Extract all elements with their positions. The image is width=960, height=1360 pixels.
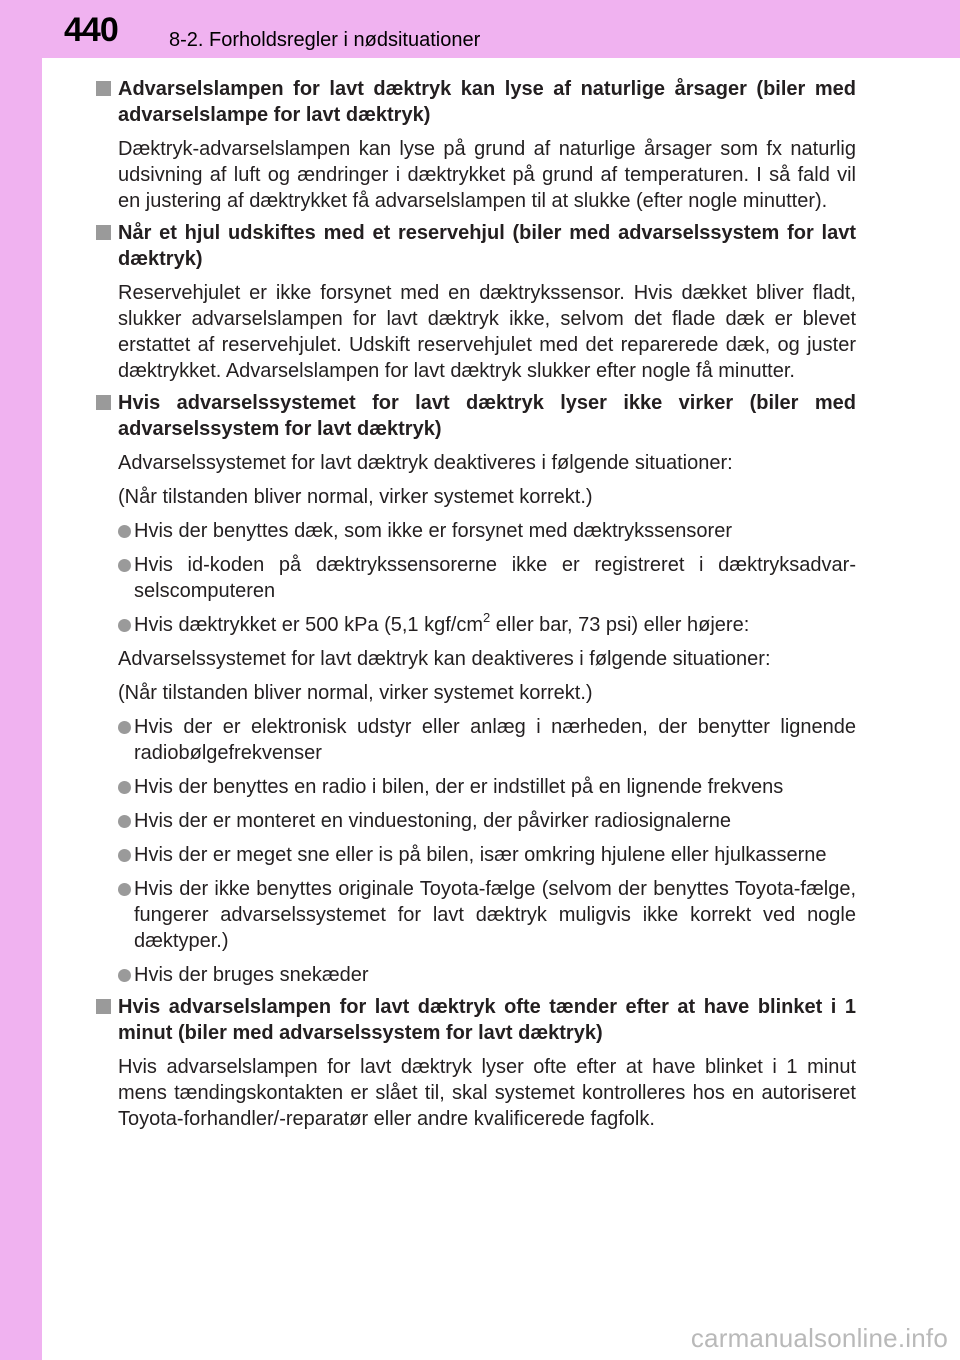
list-item: Hvis dæktrykket er 500 kPa (5,1 kgf/$cm^2$ eller bar, 73 psi) eller højere: xyxy=(96,612,856,638)
square-bullet-icon xyxy=(96,225,111,240)
list-item: Hvis der benyttes dæk, som ikke er forsynet med dæktrykssensorer xyxy=(96,518,856,544)
section-heading: Hvis advarselslampen for lavt dæktryk ofte tænder efter at have blinket i 1 minut (biler med advarselssystem for lavt dæktryk) xyxy=(96,994,856,1046)
round-bullet-icon xyxy=(118,969,131,982)
list-item: Hvis der er elektronisk udstyr eller anlæg i nærheden, der benytter lignende radiobølgefrekvenser xyxy=(96,714,856,766)
section-note: (Når tilstanden bliver normal, virker systemet korrekt.) xyxy=(118,486,593,508)
section-lamp-blinks xyxy=(96,994,856,1132)
square-bullet-icon xyxy=(96,81,111,96)
list-item: Hvis der ikke benyttes originale Toyota-fælge (selvom der benyttes Toyota-fælge, fungerer advarselssystemet for lavt dæktryk muligvis ikke korrekt ved nogle dæktyper.) xyxy=(96,876,856,954)
section-low-pressure-natural-causes xyxy=(96,76,856,214)
section-note: (Når tilstanden bliver normal, virker systemet korrekt.) xyxy=(118,682,593,704)
section-body: Reservehjulet er ikke forsynet med en dæktrykssensor. Hvis dækket bliver fladt, slukker advarselslampen for lavt dæktryk ikke, selvom det flade dæk er blevet erstattet af reservehjulet. Udskift reservehjulet med det reparerede dæk, og juster dæktrykket. Advarselslampen for lavt dæktryk slukker efter nogle få minutter. xyxy=(118,282,856,382)
round-bullet-icon xyxy=(118,815,131,828)
section-heading: Hvis advarselssystemet for lavt dæktryk lyser ikke virker (biler med advarselssystem for lavt dæktryk) xyxy=(96,390,856,442)
section-spare-wheel xyxy=(96,220,856,384)
round-bullet-icon xyxy=(118,525,131,538)
round-bullet-icon xyxy=(118,721,131,734)
watermark: carmanualsonline.info xyxy=(690,1323,948,1353)
section-intro: Advarselssystemet for lavt dæktryk kan deaktiveres i følgende situationer: xyxy=(118,648,771,670)
list-item: Hvis id-koden på dæktrykssensorerne ikke er registreret i dæktryksadvarselscomputeren xyxy=(96,552,856,604)
round-bullet-icon xyxy=(118,883,131,896)
square-bullet-icon xyxy=(96,395,111,410)
page-content xyxy=(96,76,856,1138)
section-heading: Advarselslampen for lavt dæktryk kan lyse af naturlige årsager (biler med advarselslampe for lavt dæktryk) xyxy=(96,76,856,128)
round-bullet-icon xyxy=(118,781,131,794)
round-bullet-icon xyxy=(118,619,131,632)
section-title: 8-2. Forholdsregler i nødsituationer xyxy=(169,29,481,51)
square-bullet-icon xyxy=(96,999,111,1014)
page-number: 440 xyxy=(64,11,118,49)
round-bullet-icon xyxy=(118,849,131,862)
section-body: Hvis advarselslampen for lavt dæktryk lyser ofte efter at have blinket i 1 minut mens tændingskontakten er slået til, skal systemet kontrolleres hos en autoriseret Toyota-forhandler/-reparatør eller andre kvalificerede fagfolk. xyxy=(118,1056,856,1130)
section-body: Dæktryk-advarselslampen kan lyse på grund af naturlige årsager som fx naturlig udsivning af luft og ændringer i dæktrykket på grund af temperaturen. I så fald vil en justering af dæktrykket få advarselslampen til at slukke (efter nogle minutter). xyxy=(118,138,856,212)
list-item: Hvis der benyttes en radio i bilen, der er indstillet på en lignende frekvens xyxy=(96,774,856,800)
list-item: Hvis der er monteret en vinduestoning, der påvirker radiosignalerne xyxy=(96,808,856,834)
list-item: Hvis der er meget sne eller is på bilen, især omkring hjulene eller hjulkasserne xyxy=(96,842,856,868)
section-system-not-working xyxy=(96,390,856,988)
round-bullet-icon xyxy=(118,559,131,572)
side-thumb-band xyxy=(0,0,42,1360)
list-item: Hvis der bruges snekæder xyxy=(96,962,856,988)
section-heading: Når et hjul udskiftes med et reservehjul (biler med advarselssystem for lavt dæktryk) xyxy=(96,220,856,272)
section-intro: Advarselssystemet for lavt dæktryk deaktiveres i følgende situationer: xyxy=(118,452,733,474)
